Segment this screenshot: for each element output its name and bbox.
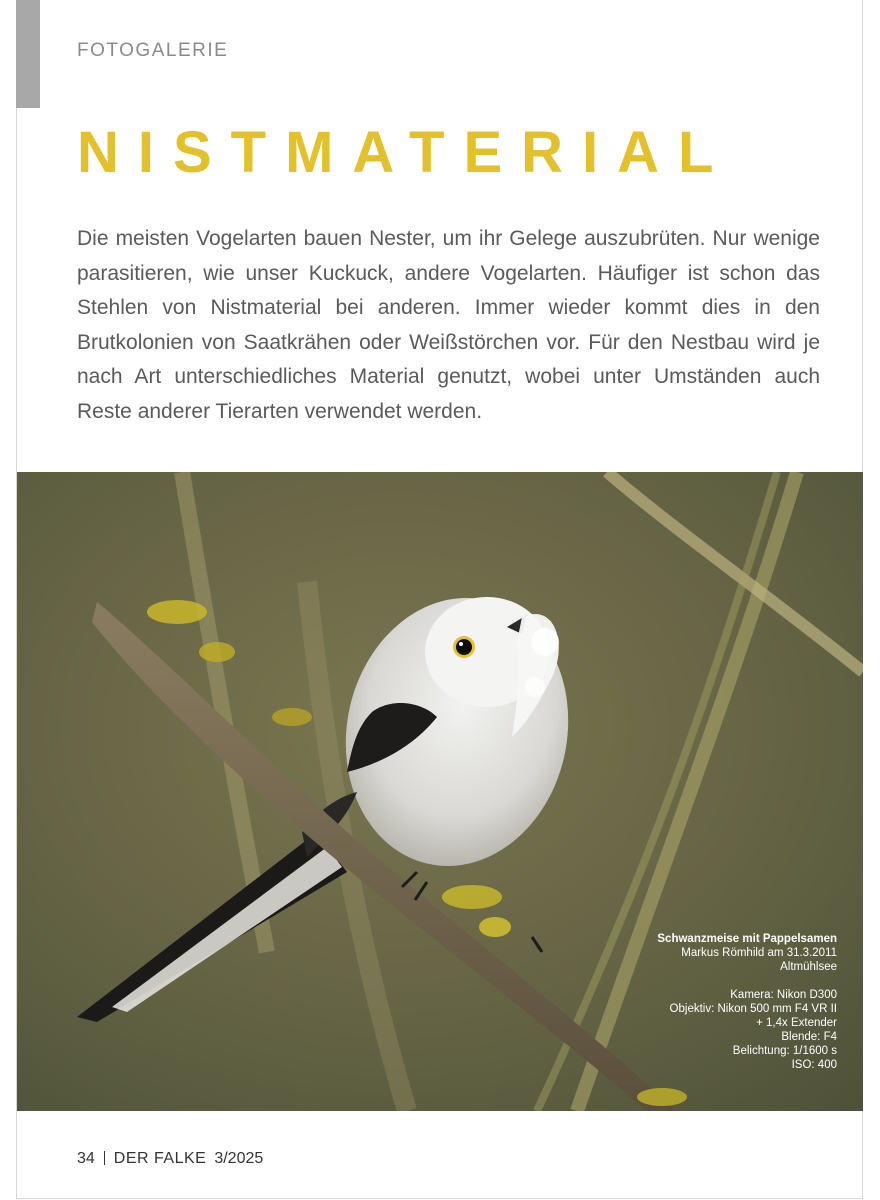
caption-extender: + 1,4x Extender — [756, 1017, 837, 1029]
caption-location: Altmühlsee — [780, 961, 837, 973]
caption-iso: ISO: 400 — [791, 1059, 837, 1071]
section-tab-marker — [16, 0, 40, 108]
caption-exposure: Belichtung: 1/1600 s — [732, 1045, 837, 1057]
photo-caption — [657, 932, 837, 1072]
magazine-name: DER FALKE — [113, 1150, 207, 1167]
caption-lens: Objektiv: Nikon 500 mm F4 VR II — [669, 1003, 837, 1015]
page-footer — [77, 1150, 263, 1168]
caption-author-date: Markus Römhild am 31.3.2011 — [681, 947, 837, 959]
footer-divider — [104, 1151, 105, 1165]
caption-title: Schwanzmeise mit Pappelsamen — [657, 933, 837, 945]
caption-aperture: Blende: F4 — [781, 1031, 837, 1043]
intro-paragraph: Die meisten Vogelarten bauen Nester, um ihr Gelege auszubrüten. Nur wenige parasitieren, wie unser Kuckuck, andere Vogelarten. Häufiger ist schon das Stehlen von Nistmaterial bei anderen. Immer wieder kommt dies in den Brutkolonien von Saatkrähen oder Weißstörchen vor. Für den Nestbau wird je nach Art unterschiedliches Material genutzt, wobei unter Umständen auch Reste anderer Tierarten verwendet werden. — [77, 227, 820, 423]
section-label: FOTOGALERIE — [77, 40, 229, 61]
issue-number: 3/2025 — [214, 1150, 264, 1167]
page-title: NISTMATERIAL — [77, 120, 733, 185]
caption-camera: Kamera: Nikon D300 — [730, 989, 837, 1001]
page-number: 34 — [77, 1150, 95, 1167]
